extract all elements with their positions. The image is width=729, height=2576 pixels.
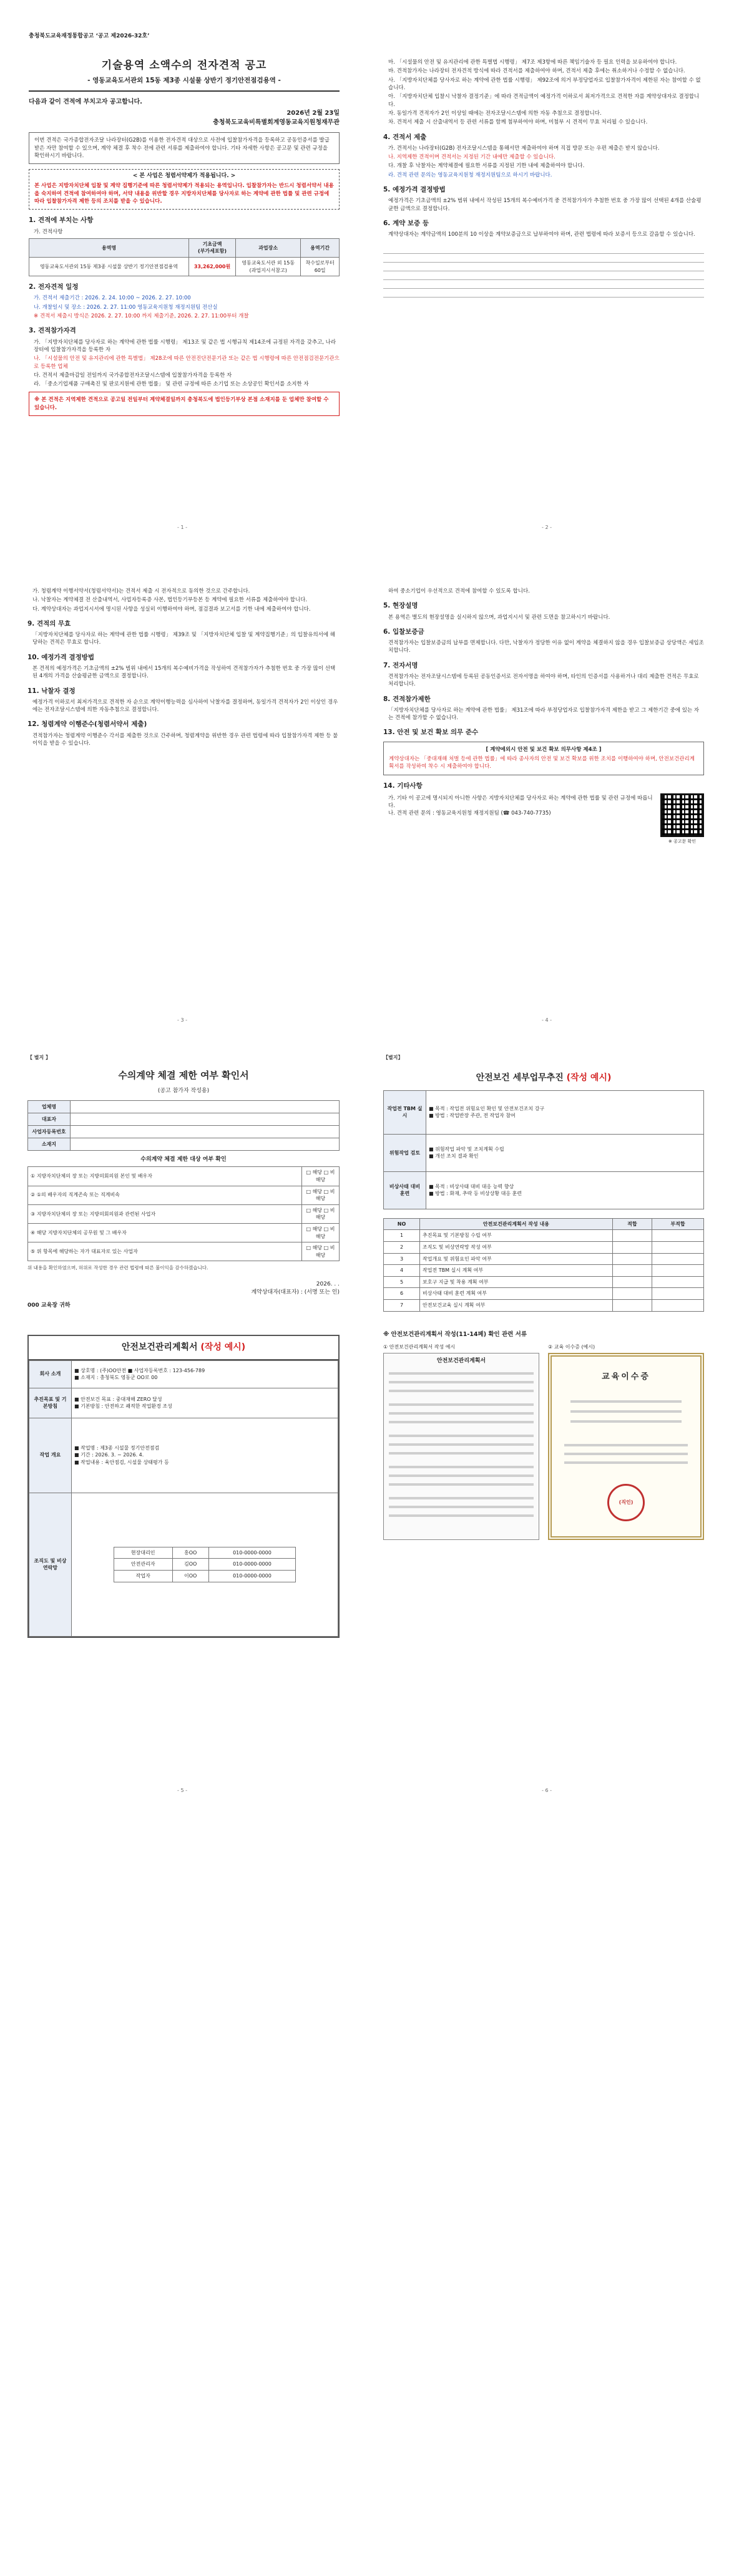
- checkbox[interactable]: [612, 1253, 652, 1265]
- page-3: [0, 543, 364, 1035]
- table-row: [114, 1570, 296, 1582]
- plan-table: [29, 1360, 338, 1637]
- section-9-text: 「지방자치단체를 당사자로 하는 계약에 관한 법률 시행령」 제39조 및 「지방자치단체 입찰 및 계약집행기준」의 입찰유의서에 해당하는 견적은 무효로 합니다.: [32, 632, 335, 646]
- plan-title: 안전보건관리계획서: [121, 1342, 198, 1353]
- plan-example-label: (작성 예시): [200, 1342, 246, 1353]
- eligibility-line: 나. 「시설물의 안전 및 유지관리에 관한 특별법」 제28조에 따른 안전진단전문기관 또는 같은 법 시행령에 따른 안전점검전문기관으로 등록한 업체: [34, 356, 340, 370]
- contact-table: [114, 1547, 296, 1582]
- checkbox[interactable]: [652, 1276, 703, 1288]
- row-label: 작업 개요: [29, 1418, 72, 1493]
- page-4: [364, 543, 729, 1035]
- org-chart: [72, 1493, 338, 1636]
- section-6-title: 6. 계약 보증 등: [383, 219, 429, 227]
- contact-tel: 010-0000-0000: [208, 1547, 296, 1559]
- table-header: 기초금액 (부가세포함): [189, 238, 236, 257]
- checkbox[interactable]: [612, 1288, 652, 1300]
- section-9-title: 9. 견적의 무효: [27, 619, 71, 627]
- page-1: [0, 0, 364, 543]
- seal-icon: (직인): [607, 1484, 645, 1521]
- attachments-title: ※ 안전보건관리계획서 작성(11-14페) 확인 관련 서류: [383, 1330, 527, 1338]
- checkbox[interactable]: □ 해당 □ 비해당: [302, 1224, 340, 1242]
- table-row: [29, 1388, 338, 1418]
- checklist-item: 작업개요 및 위험요인 파악 여부: [420, 1253, 613, 1265]
- list-item: 아. 「지방자치단체 입찰시 낙찰자 결정기준」에 따라 견적금액이 예정가격 이하로서 최저가격으로 견적한 자를 계약상대자로 결정합니다.: [388, 94, 700, 108]
- contact-role: 작업자: [114, 1570, 172, 1582]
- checkbox[interactable]: [612, 1242, 652, 1254]
- row-label: 비상사태 대비 훈련: [384, 1171, 426, 1209]
- row-label: 대표자: [28, 1113, 71, 1126]
- qr-caption: ※ 공고문 확인: [668, 838, 697, 844]
- checklist-item: 추진목표 및 기본방침 수립 여부: [420, 1230, 613, 1242]
- input-field[interactable]: [71, 1113, 340, 1126]
- check-title: 수의계약 체결 제한 대상 여부 확인: [140, 1156, 227, 1163]
- table-header: 과업장소: [235, 238, 300, 257]
- section-12-text: 견적참가자는 청렴계약 이행준수 각서를 제출한 것으로 간주하며, 청렴계약을 위반한 경우 관련 법령에 따라 입찰참가자격 제한 등 불이익을 받을 수 있습니다.: [32, 732, 338, 747]
- section-8-text: 「지방자치단체를 당사자로 하는 계약에 관한 법률」 제31조에 따라 부정당업자로 입찰참가자격 제한을 받고 그 제한기간 중에 있는 자는 견적에 참가할 수 없습니다.: [388, 707, 700, 722]
- attachment-caption: ② 교육 이수증 (예시): [548, 1344, 595, 1350]
- date-organization: 2026년 2월 23일 충청북도교육비특별회계영동교육지원청재무관: [213, 110, 340, 126]
- tbm-example-label: (작성 예시): [566, 1072, 612, 1083]
- table-row: [28, 1204, 340, 1223]
- certificate-title: 교육이수증: [602, 1372, 650, 1382]
- contact-name: 홍OO: [172, 1547, 208, 1559]
- checkbox[interactable]: [612, 1300, 652, 1312]
- submission-line: 다. 개찰 후 낙찰자는 계약체결에 필요한 서류를 지정된 기한 내에 제출하여야 합니다.: [388, 163, 585, 170]
- checkbox[interactable]: [652, 1300, 703, 1312]
- attachment-caption: ① 안전보건관리계획서 작성 예시: [383, 1344, 456, 1350]
- table-cell: 착수일로부터 60일: [301, 258, 340, 276]
- form-subtitle: (공고 참가자 작성용): [157, 1088, 210, 1095]
- section-3-title: 3. 견적참가자격: [29, 327, 76, 335]
- page-5: [0, 1035, 364, 1806]
- section-1-subtitle: 가. 견적사항: [34, 228, 63, 235]
- table-row: [29, 258, 340, 276]
- table-row: [28, 1101, 340, 1113]
- table-header: 안전보건관리계획서 작성 내용: [420, 1218, 613, 1230]
- checkbox[interactable]: [652, 1230, 703, 1242]
- table-row: [29, 1360, 338, 1388]
- table-row: [28, 1167, 340, 1186]
- eligibility-line: 라. 「중소기업제품 구매촉진 및 판로지원에 관한 법률」 및 관련 규정에 따른 소기업 또는 소상공인 확인서를 소지한 자: [34, 381, 309, 388]
- section-14-title: 14. 기타사항: [383, 782, 423, 790]
- tbm-title: 안전보건 세부업무추진: [476, 1072, 564, 1083]
- checkbox[interactable]: [612, 1230, 652, 1242]
- section-11-title: 11. 낙찰자 결정: [27, 687, 76, 695]
- table-header: 적합: [612, 1218, 652, 1230]
- section-7-title: 7. 전자서명: [383, 661, 418, 669]
- doc-header: 충청북도교육재정통합공고 ‘공고 제2026-32호’: [29, 33, 150, 39]
- applicant-table: [27, 1100, 340, 1151]
- integrity-notice-text: 본 사업은 지방자치단체 입찰 및 계약 집행기준에 따른 청렴서약제가 적용되는 용역입니다. 입찰참가자는 반드시 청렴서약서 내용을 숙지하여 견적에 참여하여야 하며, 서약 내용을 위반할 경우 지방자치단체를 당사자로 하는 계약에 관한 법률 및 관련 규정에 따라 입찰참가자격 제한 등의 조치를 받을 수 있습니다.: [34, 183, 334, 205]
- section-14-text: 가. 기타 이 공고에 명시되지 아니한 사항은 지방자치단체를 당사자로 하는 계약에 관한 법률 및 관련 규정에 따릅니다. 나. 견적 관련 문의 : 영동교육지원청 재정지원팀 (☎ 043-740-7735): [388, 795, 653, 817]
- table-row: 3 작업개요 및 위험요인 파악 여부: [384, 1253, 704, 1265]
- checkbox[interactable]: [652, 1242, 703, 1254]
- list-item: 사. 「지방자치단체를 당사자로 하는 계약에 관한 법률 시행령」 제92조에 의거 부정당업자로 입찰참가자격이 제한된 자는 참여할 수 없습니다.: [388, 77, 701, 91]
- integrity-notice-title: < 본 사업은 청렴서약제가 적용됩니다. >: [132, 173, 236, 180]
- table-row: 6 비상사태 대비 훈련 계획 여부: [384, 1288, 704, 1300]
- row-value: ■ 안전보건 목표 : 중대재해 ZERO 달성 ■ 기본방침 : 안전하고 쾌적한 작업환경 조성: [72, 1388, 338, 1418]
- page-number: - 2 -: [542, 525, 552, 531]
- table-row: [28, 1224, 340, 1242]
- eligibility-line: 다. 견적서 제출마감일 전일까지 국가종합전자조달시스템에 입찰참가자격을 등록한 자: [34, 372, 232, 379]
- list-item: 다. 계약상대자는 과업지시서에 명시된 사항을 성실히 이행하여야 하며, 점검결과 보고서를 기한 내에 제출하여야 합니다.: [32, 606, 311, 613]
- table-row: 4 작업전 TBM 실시 계획 여부: [384, 1265, 704, 1277]
- table-cell: 영동교육도서관 외 15동 (과업지시서참고): [235, 258, 300, 276]
- tbm-table: [383, 1090, 704, 1209]
- section-11-text: 예정가격 이하로서 최저가격으로 견적한 자 순으로 계약이행능력을 심사하여 낙찰자를 결정하며, 동일가격 견적자가 2인 이상인 경우에는 전자조달시스템에 의한 자동추첨으로 결정합니다.: [32, 699, 338, 714]
- contact-name: 김OO: [172, 1559, 208, 1571]
- form-header: 【별지】: [383, 1055, 403, 1060]
- checkbox[interactable]: [652, 1253, 703, 1265]
- checklist-item: 안전보건교육 실시 계획 여부: [420, 1300, 613, 1312]
- continued-text: 하여 중소기업이 우선적으로 견적에 참여할 수 있도록 합니다.: [388, 588, 530, 594]
- row-label: 추진목표 및 기본방침: [29, 1388, 72, 1418]
- table-cell-amount: 33,262,000원: [189, 258, 236, 276]
- eligibility-note: ※ 본 견적은 지역제한 견적으로 공고일 전일부터 계약체결일까지 충청북도에 법인등기부상 본점 소재지를 둔 업체만 참여할 수 있습니다.: [29, 392, 340, 416]
- row-label: 업체명: [28, 1101, 71, 1113]
- section-12-title: 12. 청렴계약 이행준수(청렴서약서 제출): [27, 720, 147, 729]
- addressee: 000 교육장 귀하: [27, 1302, 71, 1309]
- table-header: 용역명: [29, 238, 189, 257]
- contact-name: 이OO: [172, 1570, 208, 1582]
- page-number: - 3 -: [177, 1017, 187, 1024]
- thumbnail-title: 안전보건관리계획서: [436, 1358, 486, 1364]
- list-item: 가. 청렴계약 이행서약서(청렴서약서)는 견적서 제출 시 전자적으로 동의한 것으로 간주합니다.: [32, 588, 250, 594]
- table-header: 부적합: [652, 1218, 703, 1230]
- checklist-table: [383, 1218, 704, 1312]
- contact-role: 현장대리인: [114, 1547, 172, 1559]
- checkbox[interactable]: □ 해당 □ 비해당: [302, 1242, 340, 1261]
- page-number: - 6 -: [542, 1788, 552, 1794]
- page-6: [364, 1035, 729, 1806]
- table-row: [28, 1242, 340, 1261]
- page-subtitle: - 영동교육도서관외 15동 제3종 시설물 상반기 정기안전점검용역 -: [87, 76, 281, 84]
- notice-box: 이번 견적은 국가종합전자조달 나라장터(G2B)를 이용한 전자견적 대상으로 사전에 입찰참가자격을 등록하고 공동인증서를 발급받은 자만 참여할 수 있으며, 계약 체결 후 착수 전에 관련 서류를 제출하여야 합니다. 기타 자세한 사항은 공고문 및 관련 규정을 확인하시기 바랍니다.: [29, 132, 340, 164]
- section-13-title: 13. 안전 및 보건 확보 의무 준수: [383, 729, 479, 737]
- section-5-title: 5. 예정가격 결정방법: [383, 185, 446, 193]
- table-row: 5 보호구 지급 및 착용 계획 여부: [384, 1276, 704, 1288]
- table-row: [384, 1134, 704, 1171]
- table-row: 7 안전보건교육 실시 계획 여부: [384, 1300, 704, 1312]
- list-item: 바. 견적참가자는 나라장터 전자견적 방식에 따라 견적서를 제출하여야 하며, 견적서 제출 후에는 취소하거나 수정할 수 없습니다.: [388, 68, 685, 75]
- row-label: 작업전 TBM 실시: [384, 1090, 426, 1134]
- contact-tel: 010-0000-0000: [208, 1570, 296, 1582]
- intro-text: 다음과 같이 견적에 부치고자 공고합니다.: [29, 98, 142, 105]
- page-number: - 5 -: [177, 1788, 187, 1794]
- qr-code-icon[interactable]: [660, 793, 704, 837]
- check-item: ③ 지방자치단체의 장 또는 지방의회의원과 관련된 사업자: [28, 1204, 302, 1223]
- list-item: 마. 「시설물의 안전 및 유지관리에 관한 특별법 시행령」 제7조 제3항에 따른 책임기술자 등 필요 인력을 보유하여야 합니다.: [388, 59, 677, 65]
- check-item: ⑤ 위 항목에 해당하는 자가 대표자로 있는 사업자: [28, 1242, 302, 1261]
- table-row: [28, 1138, 340, 1151]
- table-row: 1 추진목표 및 기본방침 수립 여부: [384, 1230, 704, 1242]
- checkbox[interactable]: [612, 1276, 652, 1288]
- submission-line: 라. 견적 관련 문의는 영동교육지원청 재정지원팀으로 하시기 바랍니다.: [388, 172, 552, 178]
- section-6-text: 계약상대자는 계약금액의 100분의 10 이상을 계약보증금으로 납부하여야 하며, 관련 법령에 따라 보증서 등으로 갈음할 수 있습니다.: [388, 231, 695, 238]
- safety-box-title: [ 계약예외시 안전 및 보건 확보 의무사항 제4조 ]: [486, 746, 602, 753]
- row-value: ■ 작업명 : 제3종 시설물 정기안전점검 ■ 기간 : 2026. 3. ~ 2026. 4. ■ 작업내용 : 육안점검, 시설물 상태평가 등: [72, 1418, 338, 1493]
- title-divider: [29, 90, 340, 92]
- table-row: [29, 1493, 338, 1636]
- integrity-notice: [29, 169, 340, 210]
- page-title: 기술용역 소액수의 전자견적 공고: [101, 59, 267, 72]
- section-8-title: 8. 견적참가제한: [383, 695, 431, 703]
- checkbox[interactable]: □ 해당 □ 비해당: [302, 1204, 340, 1223]
- table-row: [28, 1126, 340, 1138]
- section-10-title: 10. 예정가격 결정방법: [27, 653, 95, 661]
- checkbox[interactable]: [612, 1265, 652, 1277]
- section-7-text: 견적참가자는 전자조달시스템에 등록된 공동인증서로 전자서명을 하여야 하며, 타인의 인증서를 사용하거나 대리 제출한 견적은 무효로 처리합니다.: [388, 673, 699, 688]
- row-value: ■ 목적 : 비상사태 대비 대응 능력 향상 ■ 방법 : 화재, 추락 등 비상상황 대응 훈련: [426, 1171, 704, 1209]
- table-row: 2 조직도 및 비상연락망 작성 여부: [384, 1242, 704, 1254]
- row-label: 소재지: [28, 1138, 71, 1151]
- input-field[interactable]: [71, 1126, 340, 1138]
- table-row: [114, 1547, 296, 1559]
- signature-line: 2026. . . 계약상대자(대표자) : (서명 또는 인): [251, 1281, 340, 1296]
- form-title: 수의계약 체결 제한 여부 확인서: [118, 1069, 249, 1081]
- confirm-text: 위 내용을 확인하였으며, 허위로 작성한 경우 관련 법령에 따른 불이익을 감수하겠습니다.: [27, 1265, 208, 1271]
- check-table: [27, 1166, 340, 1261]
- section-6-title: 6. 입찰보증금: [383, 627, 424, 636]
- section-1-title: 1. 견적에 부치는 사항: [29, 216, 94, 225]
- input-field[interactable]: [71, 1138, 340, 1151]
- table-row: [28, 1186, 340, 1204]
- list-item: 나. 낙찰자는 계약체결 전 산출내역서, 사업자등록증 사본, 법인등기부등본 등 계약에 필요한 서류를 제출하여야 합니다.: [32, 597, 308, 604]
- section-5-title: 5. 현장설명: [383, 602, 418, 610]
- check-item: ④ 해당 지방자치단체의 공무원 및 그 배우자: [28, 1224, 302, 1242]
- submission-line: 가. 견적서는 나라장터(G2B) 전자조달시스템을 통해서만 제출하여야 하며 직접 방문 또는 우편 제출은 받지 않습니다.: [388, 145, 660, 152]
- checkbox[interactable]: [652, 1288, 703, 1300]
- checkbox[interactable]: □ 해당 □ 비해당: [302, 1186, 340, 1204]
- checklist-item: 비상사태 대비 훈련 계획 여부: [420, 1288, 613, 1300]
- plan-thumbnail: [383, 1353, 539, 1540]
- list-item: 자. 동일가격 견적자가 2인 이상일 때에는 전자조달시스템에 의한 자동 추첨으로 결정합니다.: [388, 110, 602, 117]
- check-item: ② ①의 배우자의 직계존속 또는 직계비속: [28, 1186, 302, 1204]
- blank-area: [0, 1806, 729, 2576]
- input-field[interactable]: [71, 1101, 340, 1113]
- schedule-line: 나. 개찰일시 및 장소 : 2026. 2. 27. 11:00 영동교육지원청 재정지원팀 전산실: [34, 304, 218, 311]
- row-value: ■ 위험작업 파악 및 조치계획 수립 ■ 개선 조치 결과 확인: [426, 1134, 704, 1171]
- safety-box: [383, 742, 704, 775]
- section-4-title: 4. 견적서 제출: [383, 133, 427, 141]
- checkbox[interactable]: [652, 1265, 703, 1277]
- contact-tel: 010-0000-0000: [208, 1559, 296, 1571]
- section-10-text: 본 견적의 예정가격은 기초금액의 ±2% 범위 내에서 15개의 복수예비가격을 작성하여 견적참가자가 추첨한 번호 중 가장 많이 선택된 4개의 가격을 산술평균한 금액으로 결정합니다.: [32, 666, 336, 680]
- list-item: 차. 견적서 제출 시 산출내역서 등 관련 서류를 함께 첨부하여야 하며, 미첨부 시 견적이 무효 처리될 수 있습니다.: [388, 119, 648, 126]
- estimate-table: [29, 238, 340, 276]
- schedule-note: ※ 견적서 제출시 방식은 2026. 2. 27. 10:00 까지 제출기준, 2026. 2. 27. 11:00부터 개찰: [34, 313, 249, 320]
- row-label: 조직도 및 비상연락망: [29, 1493, 72, 1636]
- table-row: [29, 1418, 338, 1493]
- submission-line: 나. 지역제한 견적이며 견적서는 지정된 기간 내에만 제출할 수 있습니다.: [388, 154, 555, 161]
- safety-plan-form: [27, 1335, 340, 1637]
- table-row: [384, 1090, 704, 1134]
- table-row: [28, 1113, 340, 1126]
- eligibility-line: 가. 「지방자치단체를 당사자로 하는 계약에 관한 법률 시행령」 제13조 및 같은 법 시행규칙 제14조에 규정된 자격을 갖추고, 나라장터에 입찰참가자격을 등록한 자: [34, 339, 336, 353]
- checklist-item: 작업전 TBM 실시 계획 여부: [420, 1265, 613, 1277]
- contact-role: 안전관리자: [114, 1559, 172, 1571]
- page-number: - 1 -: [177, 525, 187, 531]
- table-cell: 영동교육도서관외 15동 제3종 시설물 상반기 정기안전점검용역: [29, 258, 189, 276]
- page-number: - 4 -: [542, 1017, 552, 1024]
- table-header: NO: [384, 1218, 420, 1230]
- form-header: 【 별지 】: [27, 1055, 51, 1060]
- page-2: [364, 0, 729, 543]
- checkbox[interactable]: □ 해당 □ 비해당: [302, 1167, 340, 1186]
- section-2-title: 2. 전자견적 일정: [29, 283, 79, 291]
- check-item: ① 지방자치단체의 장 또는 지방의회의원 본인 및 배우자: [28, 1167, 302, 1186]
- checklist-item: 조직도 및 비상연락망 작성 여부: [420, 1242, 613, 1254]
- table-header: 용역기간: [301, 238, 340, 257]
- row-value: ■ 상호명 : (주)OO안전 ■ 사업자등록번호 : 123-456-789 ■ 소재지 : 충청북도 영동군 OO로 00: [72, 1360, 338, 1388]
- row-label: 사업자등록번호: [28, 1126, 71, 1138]
- schedule-line: 가. 견적서 제출기간 : 2026. 2. 24. 10:00 ~ 2026. 2. 27. 10:00: [34, 295, 191, 302]
- table-row: [114, 1559, 296, 1571]
- certificate-thumbnail: [548, 1353, 704, 1540]
- safety-box-text: 계약상대자는 「중대재해 처벌 등에 관한 법률」에 따라 종사자의 안전 및 보건 확보를 위한 조치를 이행하여야 하며, 안전보건관리계획서를 작성하여 착수 시 제출하여야 합니다.: [389, 755, 695, 770]
- section-5-text: 예정가격은 기초금액의 ±2% 범위 내에서 작성된 15개의 복수예비가격 중 견적참가자가 추첨한 번호 중 가장 많이 선택된 4개를 산술평균한 금액으로 결정합니다.: [388, 198, 702, 212]
- row-label: 위험작업 검토: [384, 1134, 426, 1171]
- row-label: 회사 소개: [29, 1360, 72, 1388]
- section-6-text: 견적참가자는 입찰보증금의 납부를 면제합니다. 다만, 낙찰자가 정당한 이유 없이 계약을 체결하지 않을 경우 입찰보증금 상당액은 세입조치합니다.: [388, 640, 704, 654]
- row-value: ■ 목적 : 작업전 위험요인 확인 및 안전보건조치 강구 ■ 방법 : 작업반장 주관, 전 작업자 참여: [426, 1090, 704, 1134]
- checklist-item: 보호구 지급 및 착용 계획 여부: [420, 1276, 613, 1288]
- table-row: [384, 1171, 704, 1209]
- section-5-text: 본 용역은 별도의 현장설명을 실시하지 않으며, 과업지시서 및 관련 도면을 참고하시기 바랍니다.: [388, 614, 610, 621]
